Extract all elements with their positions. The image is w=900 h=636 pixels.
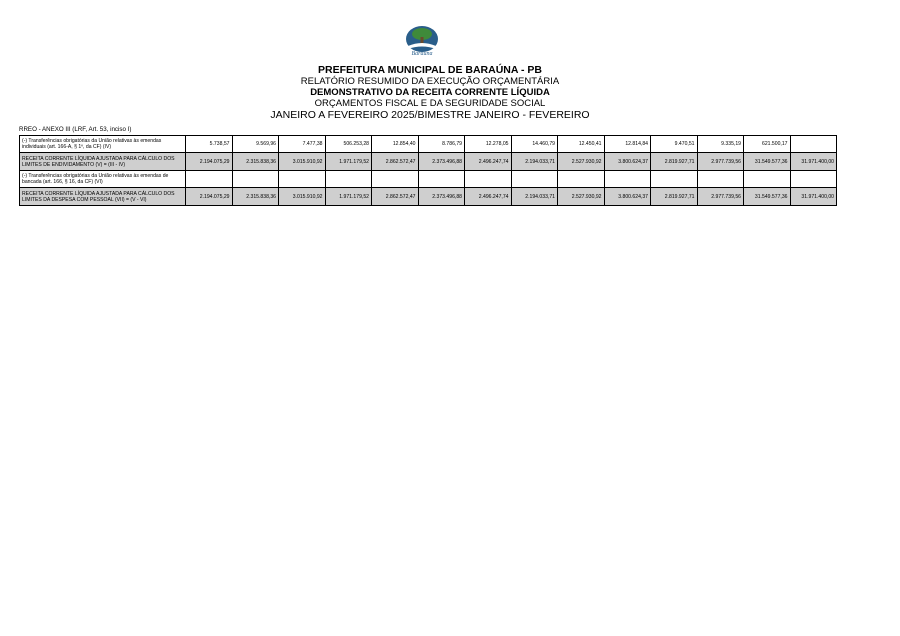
value-cell: 12.450,41 xyxy=(558,136,605,153)
value-cell xyxy=(372,171,419,188)
value-cell: 12.278,05 xyxy=(465,136,512,153)
value-cell: 2.977.739,56 xyxy=(697,188,744,206)
table-row xyxy=(20,188,837,206)
value-cell: 3.800.624,37 xyxy=(604,188,651,206)
value-cell: 3.015.910,92 xyxy=(279,153,326,171)
value-cell: 31.549.577,36 xyxy=(744,153,791,171)
value-cell: 2.496.247,74 xyxy=(465,188,512,206)
value-cell xyxy=(325,171,372,188)
value-cell: 2.496.247,74 xyxy=(465,153,512,171)
value-cell: 2.819.927,71 xyxy=(651,188,698,206)
value-cell: 2.315.838,36 xyxy=(232,153,279,171)
value-cell: 2.315.838,36 xyxy=(232,188,279,206)
value-cell: 2.819.927,71 xyxy=(651,153,698,171)
table-row xyxy=(20,153,837,171)
value-cell: 9.335,19 xyxy=(697,136,744,153)
value-cell: 2.977.739,56 xyxy=(697,153,744,171)
value-cell: 2.194.075,29 xyxy=(186,188,233,206)
value-cell: 31.971.400,00 xyxy=(790,153,837,171)
report-header xyxy=(0,64,860,121)
value-cell: 12.854,40 xyxy=(372,136,419,153)
value-cell xyxy=(418,171,465,188)
period-subtitle: JANEIRO A FEVEREIRO 2025/BIMESTRE JANEIRO - FEVEREIRO xyxy=(270,109,590,121)
statement-title: DEMONSTRATIVO DA RECEITA CORRENTE LÍQUIDA xyxy=(310,87,550,98)
value-cell xyxy=(744,171,791,188)
value-cell: 2.862.572,47 xyxy=(372,188,419,206)
value-cell xyxy=(465,171,512,188)
logo-wordmark: Baraúna xyxy=(411,51,433,57)
value-cell xyxy=(604,171,651,188)
row-label: (-) Transferências obrigatórias da União relativas às emendas de bancada (art. 166, § 16, da CF) (VI) xyxy=(20,171,186,188)
value-cell: 2.194.075,29 xyxy=(186,153,233,171)
value-cell: 2.862.572,47 xyxy=(372,153,419,171)
row-label: RECEITA CORRENTE LÍQUIDA AJUSTADA PARA CÁLCULO DOS LIMITES DE ENDIVIDAMENTO (V) = (III - IV) xyxy=(20,153,186,171)
value-cell xyxy=(651,171,698,188)
value-cell xyxy=(790,136,837,153)
value-cell: 9.569,96 xyxy=(232,136,279,153)
value-cell: 1.971.179,52 xyxy=(325,153,372,171)
value-cell: 621.500,17 xyxy=(744,136,791,153)
table-row xyxy=(20,171,837,188)
row-label: (-) Transferências obrigatórias da União relativas às emendas individuais (art. 166-A, § 1º, da CF) (IV) xyxy=(20,136,186,153)
value-cell xyxy=(697,171,744,188)
value-cell: 3.015.910,92 xyxy=(279,188,326,206)
value-cell: 2.194.033,71 xyxy=(511,153,558,171)
value-cell: 1.971.179,52 xyxy=(325,188,372,206)
value-cell: 31.549.577,36 xyxy=(744,188,791,206)
row-label: RECEITA CORRENTE LÍQUIDA AJUSTADA PARA CÁLCULO DOS LIMITES DA DESPESA COM PESSOAL (VII) = (V - VI) xyxy=(20,188,186,206)
value-cell: 9.470,51 xyxy=(651,136,698,153)
value-cell: 5.738,57 xyxy=(186,136,233,153)
value-cell xyxy=(511,171,558,188)
value-cell: 12.814,84 xyxy=(604,136,651,153)
value-cell: 8.786,79 xyxy=(418,136,465,153)
value-cell: 2.373.496,88 xyxy=(418,188,465,206)
value-cell xyxy=(186,171,233,188)
value-cell xyxy=(279,171,326,188)
revenue-table xyxy=(19,135,837,206)
value-cell: 2.373.496,88 xyxy=(418,153,465,171)
value-cell: 31.971.400,00 xyxy=(790,188,837,206)
value-cell xyxy=(232,171,279,188)
value-cell: 2.527.930,92 xyxy=(558,188,605,206)
value-cell: 2.194.033,71 xyxy=(511,188,558,206)
annex-reference: RREO - ANEXO III (LRF, Art. 53, inciso I) xyxy=(19,126,132,133)
table-row xyxy=(20,136,837,153)
value-cell xyxy=(790,171,837,188)
value-cell: 506.253,28 xyxy=(325,136,372,153)
value-cell: 7.477,38 xyxy=(279,136,326,153)
value-cell: 3.800.624,37 xyxy=(604,153,651,171)
value-cell: 2.527.930,92 xyxy=(558,153,605,171)
municipality-title: PREFEITURA MUNICIPAL DE BARAÚNA - PB xyxy=(317,64,542,76)
report-title: RELATÓRIO RESUMIDO DA EXECUÇÃO ORÇAMENTÁRIA xyxy=(300,76,560,87)
value-cell: 14.460,79 xyxy=(511,136,558,153)
budgets-subtitle: ORÇAMENTOS FISCAL E DA SEGURIDADE SOCIAL xyxy=(314,98,546,109)
value-cell xyxy=(558,171,605,188)
